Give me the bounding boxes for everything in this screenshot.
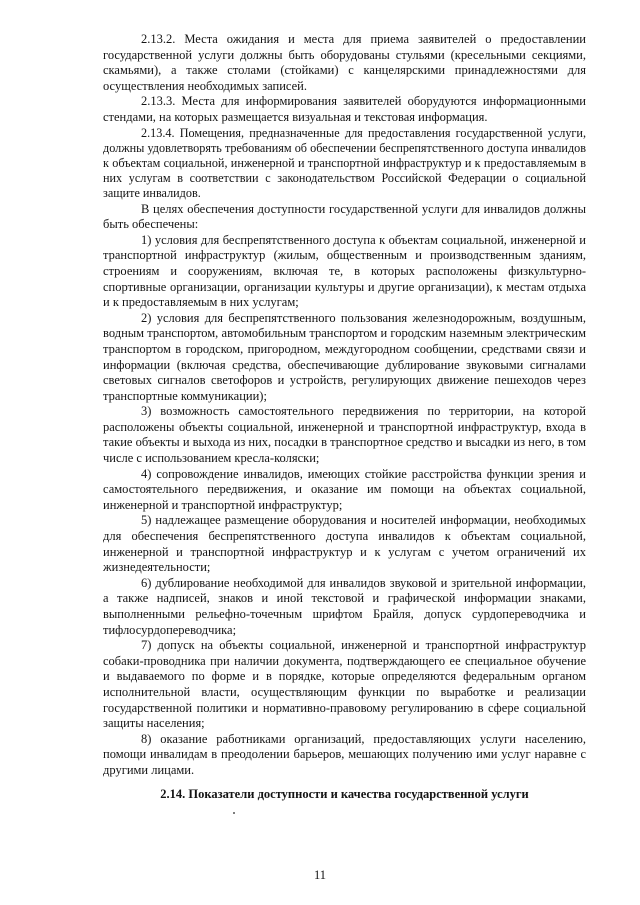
page-number: 11 bbox=[313, 868, 327, 882]
paragraph-2-13-4: 2.13.4. Помещения, предназначенные для предоставления государственной услуги, должны удовлетворять требованиям об обеспечении беспрепятственного доступа инвалидов к объектам социальной, инженерной и транспортной инфраструктур и к предоставляемым в них услугам в соответствии с законодательством Российской Федерации о социальной защите инвалидов. bbox=[103, 125, 586, 201]
list-item-4: 4) сопровождение инвалидов, имеющих стойкие расстройства функции зрения и самостоятельного передвижения, и оказание им помощи на объектах социальной, инженерной и транспортной инфраструктур; bbox=[103, 466, 586, 512]
list-item-7: 7) допуск на объекты социальной, инженерной и транспортной инфраструктур собаки-проводника при наличии документа, подтверждающего ее специальное обучение и выдаваемого по форме и в порядке, которые определяются федеральным органом исполнительной власти, осуществляющим функции по выработке и реализации государственной политики и нормативно-правовому регулированию в сфере социальной защиты населения; bbox=[103, 638, 586, 731]
list-item-6: 6) дублирование необходимой для инвалидов звуковой и зрительной информации, а также надписей, знаков и иной текстовой и графической информации знаками, выполненными рельефно-точечным шрифтом Брайля, допуск сурдопереводчика и тифлосурдопереводчика; bbox=[103, 575, 586, 637]
paragraph-accessibility-intro: В целях обеспечения доступности государственной услуги для инвалидов должны быть обеспечены: bbox=[103, 201, 586, 232]
list-item-5: 5) надлежащее размещение оборудования и носителей информации, необходимых для обеспечения беспрепятственного доступа инвалидов к объектам социальной, инженерной и транспортной инфраструктур и к услугам с учетом ограничений их жизнедеятельности; bbox=[103, 513, 586, 575]
paragraph-2-13-3: 2.13.3. Места для информирования заявителей оборудуются информационными стендами, на которых размещается визуальная и текстовая информация. bbox=[103, 94, 586, 124]
list-item-8: 8) оказание работниками организаций, предоставляющих услуги населению, помощи инвалидам в преодолении барьеров, мешающих получению ими услуг наравне с другими лицами. bbox=[103, 731, 586, 777]
list-item-2: 2) условия для беспрепятственного пользования железнодорожным, воздушным, водным транспортом, автомобильным транспортом и городским наземным электрическим транспортом в городском, пригородном, междугородном сообщении, средствами связи и информации (включая средства, обеспечивающие дублирование звуковыми сигналами световых сигналов светофоров и устройств, регулирующих движение пешеходов через транспортные коммуникации); bbox=[103, 310, 586, 403]
paragraph-2-13-2: 2.13.2. Места ожидания и места для приема заявителей о предоставлении государственной услуги должны быть оборудованы стульями (кресельными секциями, скамьями), а также столами (стойками) с канцелярскими принадлежностями для осуществления необходимых записей. bbox=[103, 32, 586, 93]
document-body bbox=[103, 32, 586, 779]
list-item-3: 3) возможность самостоятельного передвижения по территории, на которой расположены объекты социальной, инженерной и транспортной инфраструктур, входа в такие объекты и выхода из них, посадки в транспортное средство и высадки из него, в том числе с использованием кресла-коляски; bbox=[103, 404, 586, 466]
scan-dot bbox=[233, 812, 235, 814]
list-item-1: 1) условия для беспрепятственного доступа к объектам социальной, инженерной и транспортной инфраструктур (жилым, общественным и производственным зданиям, строениям и сооружениям, включая те, в которых расположены физкультурно-спортивные организации, организации культуры и другие организации), к местам отдыха и к предоставляемым в них услугам; bbox=[103, 232, 586, 310]
section-heading-2-14: 2.14. Показатели доступности и качества государственной услуги bbox=[160, 787, 529, 801]
